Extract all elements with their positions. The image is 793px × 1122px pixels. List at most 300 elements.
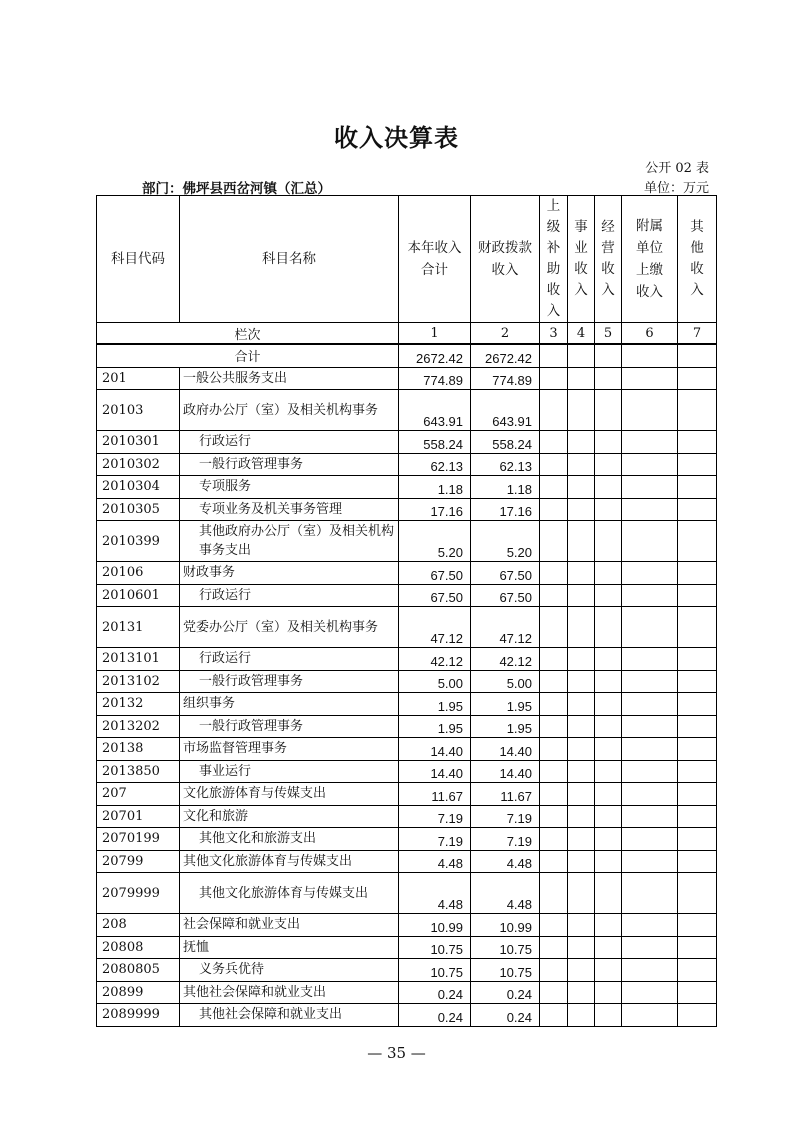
table-row	[97, 607, 717, 648]
header-c7	[678, 196, 717, 323]
row-c3	[540, 914, 568, 937]
table-row	[97, 914, 717, 937]
row-code: 2010399	[97, 521, 180, 562]
row-c3	[540, 453, 568, 476]
row-c5	[595, 715, 622, 738]
row-code: 2013202	[97, 715, 180, 738]
row-c6	[622, 670, 678, 693]
row-c6	[622, 562, 678, 585]
row-c2: 4.48	[471, 873, 540, 914]
row-c4	[568, 498, 595, 521]
row-code: 201	[97, 367, 180, 390]
table-row	[97, 738, 717, 761]
row-c3	[540, 584, 568, 607]
row-c2: 10.75	[471, 959, 540, 982]
row-c5	[595, 936, 622, 959]
row-c6	[622, 367, 678, 390]
row-c6	[622, 805, 678, 828]
row-c7	[678, 738, 717, 761]
row-c7	[678, 670, 717, 693]
row-name: 其他文化和旅游支出	[180, 828, 399, 851]
row-c6	[622, 521, 678, 562]
row-name: 一般行政管理事务	[180, 453, 399, 476]
row-name: 一般行政管理事务	[180, 715, 399, 738]
row-c4	[568, 1004, 595, 1027]
row-code: 2089999	[97, 1004, 180, 1027]
row-c5	[595, 981, 622, 1004]
row-c7	[678, 828, 717, 851]
row-name: 文化旅游体育与传媒支出	[180, 783, 399, 806]
colnum-2: 2	[471, 323, 540, 345]
row-c5	[595, 693, 622, 716]
row-c6	[622, 498, 678, 521]
row-c2: 5.20	[471, 521, 540, 562]
row-c4	[568, 390, 595, 431]
row-c6	[622, 981, 678, 1004]
row-c6	[622, 431, 678, 454]
header-code: 科目代码	[97, 196, 180, 323]
row-c4	[568, 959, 595, 982]
row-c6	[622, 453, 678, 476]
table-row	[97, 648, 717, 671]
row-code: 20132	[97, 693, 180, 716]
row-name: 其他文化旅游体育与传媒支出	[180, 850, 399, 873]
row-c7	[678, 648, 717, 671]
row-c2: 0.24	[471, 981, 540, 1004]
row-c7	[678, 873, 717, 914]
header-c2	[471, 196, 540, 323]
row-c6	[622, 959, 678, 982]
row-c7	[678, 584, 717, 607]
table-row	[97, 873, 717, 914]
row-c3	[540, 562, 568, 585]
row-c1: 67.50	[399, 562, 471, 585]
row-code: 2070199	[97, 828, 180, 851]
row-name: 政府办公厅（室）及相关机构事务	[180, 390, 399, 431]
table-row	[97, 936, 717, 959]
table-row	[97, 850, 717, 873]
header-c2-text: 财政拨款收入	[478, 240, 532, 278]
row-code: 2010301	[97, 431, 180, 454]
header-c6-text: 附属单位上缴收入	[636, 218, 663, 300]
row-c1: 62.13	[399, 453, 471, 476]
colnum-1: 1	[399, 323, 471, 345]
row-c4	[568, 850, 595, 873]
row-c5	[595, 453, 622, 476]
row-c4	[568, 805, 595, 828]
table-row	[97, 476, 717, 499]
row-c1: 0.24	[399, 981, 471, 1004]
row-c6	[622, 914, 678, 937]
row-name: 行政运行	[180, 584, 399, 607]
row-name: 专项业务及机关事务管理	[180, 498, 399, 521]
row-c6	[622, 873, 678, 914]
row-code: 20138	[97, 738, 180, 761]
row-code: 2010305	[97, 498, 180, 521]
row-c6	[622, 1004, 678, 1027]
row-c3	[540, 670, 568, 693]
row-code: 20103	[97, 390, 180, 431]
row-c4	[568, 873, 595, 914]
row-c2: 14.40	[471, 760, 540, 783]
row-name: 行政运行	[180, 431, 399, 454]
row-code: 2079999	[97, 873, 180, 914]
row-c3	[540, 981, 568, 1004]
row-c2: 0.24	[471, 1004, 540, 1027]
page-number: — 35 —	[367, 1044, 426, 1062]
row-c2: 643.91	[471, 390, 540, 431]
table-row	[97, 760, 717, 783]
row-name: 事业运行	[180, 760, 399, 783]
row-c4	[568, 760, 595, 783]
row-c7	[678, 453, 717, 476]
row-c7	[678, 805, 717, 828]
row-c2: 7.19	[471, 805, 540, 828]
row-c5	[595, 738, 622, 761]
row-name: 其他社会保障和就业支出	[180, 981, 399, 1004]
row-name: 一般公共服务支出	[180, 367, 399, 390]
row-c1: 558.24	[399, 431, 471, 454]
row-c1: 10.75	[399, 959, 471, 982]
row-c2: 62.13	[471, 453, 540, 476]
row-c4	[568, 648, 595, 671]
row-c7	[678, 1004, 717, 1027]
row-c3	[540, 367, 568, 390]
row-c6	[622, 760, 678, 783]
department-label: 部门：佛坪县西岔河镇（汇总）	[142, 181, 331, 197]
row-c1: 67.50	[399, 584, 471, 607]
row-name: 组织事务	[180, 693, 399, 716]
row-c1: 10.99	[399, 914, 471, 937]
row-c6	[622, 828, 678, 851]
row-c7	[678, 760, 717, 783]
header-c5-text: 经营收入	[601, 219, 615, 298]
row-c5	[595, 476, 622, 499]
row-c3	[540, 760, 568, 783]
row-c7	[678, 693, 717, 716]
row-c4	[568, 738, 595, 761]
row-c3	[540, 521, 568, 562]
row-c6	[622, 476, 678, 499]
colnum-6: 6	[622, 323, 678, 345]
row-c2: 17.16	[471, 498, 540, 521]
row-name: 义务兵优待	[180, 959, 399, 982]
row-c5	[595, 562, 622, 585]
row-name: 文化和旅游	[180, 805, 399, 828]
row-c4	[568, 521, 595, 562]
row-c1: 5.00	[399, 670, 471, 693]
table-row	[97, 715, 717, 738]
row-c3	[540, 828, 568, 851]
row-c7	[678, 914, 717, 937]
row-code: 2013850	[97, 760, 180, 783]
row-c1: 17.16	[399, 498, 471, 521]
table-row	[97, 584, 717, 607]
row-c2: 67.50	[471, 562, 540, 585]
row-name: 其他政府办公厅（室）及相关机构事务支出	[180, 521, 399, 562]
row-code: 20106	[97, 562, 180, 585]
row-c5	[595, 670, 622, 693]
row-c6	[622, 607, 678, 648]
row-c1: 14.40	[399, 738, 471, 761]
row-c2: 11.67	[471, 783, 540, 806]
unit-label: 单位：万元	[643, 181, 709, 196]
row-code: 208	[97, 914, 180, 937]
row-c1: 42.12	[399, 648, 471, 671]
row-c2: 14.40	[471, 738, 540, 761]
row-c3	[540, 873, 568, 914]
row-c5	[595, 959, 622, 982]
row-c5	[595, 828, 622, 851]
header-name: 科目名称	[180, 196, 399, 323]
row-c3	[540, 693, 568, 716]
row-code: 20701	[97, 805, 180, 828]
row-c1: 1.18	[399, 476, 471, 499]
row-c4	[568, 431, 595, 454]
row-name: 市场监督管理事务	[180, 738, 399, 761]
row-c7	[678, 498, 717, 521]
row-c3	[540, 607, 568, 648]
header-c1-text: 本年收入合计	[407, 240, 462, 278]
row-c7	[678, 431, 717, 454]
header-c6	[622, 196, 678, 323]
row-c4	[568, 914, 595, 937]
row-c3	[540, 738, 568, 761]
row-c6	[622, 648, 678, 671]
table-row	[97, 390, 717, 431]
row-c4	[568, 936, 595, 959]
colnum-3: 3	[540, 323, 568, 345]
row-c2: 5.00	[471, 670, 540, 693]
row-c4	[568, 367, 595, 390]
table-row	[97, 828, 717, 851]
row-c5	[595, 431, 622, 454]
row-c6	[622, 715, 678, 738]
row-c3	[540, 476, 568, 499]
row-name: 党委办公厅（室）及相关机构事务	[180, 607, 399, 648]
row-c5	[595, 760, 622, 783]
colnum-4: 4	[568, 323, 595, 345]
row-c1: 5.20	[399, 521, 471, 562]
row-code: 2013101	[97, 648, 180, 671]
colnum-7: 7	[678, 323, 717, 345]
row-c1: 643.91	[399, 390, 471, 431]
header-c1	[399, 196, 471, 323]
row-code: 20808	[97, 936, 180, 959]
colnum-label: 栏次	[97, 323, 399, 345]
row-c4	[568, 981, 595, 1004]
table-row	[97, 367, 717, 390]
row-c4	[568, 607, 595, 648]
total-c7	[678, 344, 717, 367]
row-c6	[622, 850, 678, 873]
row-c1: 1.95	[399, 693, 471, 716]
page-title: 收入决算表	[334, 123, 459, 152]
row-c4	[568, 562, 595, 585]
row-c7	[678, 562, 717, 585]
total-label: 合计	[97, 344, 399, 367]
row-c7	[678, 959, 717, 982]
row-name: 社会保障和就业支出	[180, 914, 399, 937]
row-c2: 1.95	[471, 693, 540, 716]
total-c1: 2672.42	[399, 344, 471, 367]
row-c1: 11.67	[399, 783, 471, 806]
row-c6	[622, 390, 678, 431]
header-row	[97, 196, 717, 323]
row-name: 行政运行	[180, 648, 399, 671]
row-c2: 42.12	[471, 648, 540, 671]
table-row	[97, 805, 717, 828]
row-c2: 4.48	[471, 850, 540, 873]
row-name: 其他社会保障和就业支出	[180, 1004, 399, 1027]
row-c3	[540, 959, 568, 982]
row-c3	[540, 936, 568, 959]
total-c3	[540, 344, 568, 367]
row-c4	[568, 693, 595, 716]
row-c6	[622, 783, 678, 806]
row-c7	[678, 981, 717, 1004]
table-row	[97, 431, 717, 454]
row-c1: 14.40	[399, 760, 471, 783]
row-c7	[678, 476, 717, 499]
total-row	[97, 344, 717, 367]
row-c4	[568, 715, 595, 738]
header-c7-text: 其他收入	[690, 219, 704, 298]
row-code: 2010601	[97, 584, 180, 607]
total-c6	[622, 344, 678, 367]
row-c7	[678, 850, 717, 873]
column-number-row	[97, 323, 717, 345]
header-c3-text: 上级补助收入	[546, 198, 561, 319]
row-c2: 10.75	[471, 936, 540, 959]
total-c2: 2672.42	[471, 344, 540, 367]
row-code: 2013102	[97, 670, 180, 693]
row-c2: 1.18	[471, 476, 540, 499]
row-c1: 47.12	[399, 607, 471, 648]
row-c3	[540, 390, 568, 431]
row-c5	[595, 873, 622, 914]
row-c5	[595, 521, 622, 562]
row-code: 2010302	[97, 453, 180, 476]
row-c3	[540, 498, 568, 521]
header-c3	[540, 196, 568, 323]
row-c7	[678, 936, 717, 959]
colnum-5: 5	[595, 323, 622, 345]
table-row	[97, 562, 717, 585]
row-c6	[622, 738, 678, 761]
header-c5	[595, 196, 622, 323]
row-code: 20131	[97, 607, 180, 648]
row-c1: 1.95	[399, 715, 471, 738]
row-c4	[568, 476, 595, 499]
row-c7	[678, 521, 717, 562]
table-row	[97, 959, 717, 982]
row-c5	[595, 850, 622, 873]
row-c2: 47.12	[471, 607, 540, 648]
row-c3	[540, 648, 568, 671]
row-c7	[678, 367, 717, 390]
table-row	[97, 981, 717, 1004]
header-c4	[568, 196, 595, 323]
row-c6	[622, 693, 678, 716]
table-row	[97, 453, 717, 476]
row-name: 其他文化旅游体育与传媒支出	[180, 873, 399, 914]
row-c1: 4.48	[399, 850, 471, 873]
form-number: 公开 02 表	[645, 161, 709, 176]
row-c5	[595, 367, 622, 390]
row-c5	[595, 584, 622, 607]
row-c5	[595, 607, 622, 648]
row-c1: 10.75	[399, 936, 471, 959]
row-code: 207	[97, 783, 180, 806]
row-code: 20799	[97, 850, 180, 873]
row-c7	[678, 783, 717, 806]
row-c3	[540, 850, 568, 873]
row-c5	[595, 914, 622, 937]
row-name: 抚恤	[180, 936, 399, 959]
row-name: 专项服务	[180, 476, 399, 499]
row-code: 2080805	[97, 959, 180, 982]
row-c7	[678, 607, 717, 648]
row-c2: 67.50	[471, 584, 540, 607]
table-row	[97, 1004, 717, 1027]
row-c5	[595, 390, 622, 431]
row-c2: 10.99	[471, 914, 540, 937]
row-c3	[540, 805, 568, 828]
table-row	[97, 783, 717, 806]
row-c2: 558.24	[471, 431, 540, 454]
total-c4	[568, 344, 595, 367]
table-row	[97, 670, 717, 693]
row-c4	[568, 783, 595, 806]
row-c1: 774.89	[399, 367, 471, 390]
row-c7	[678, 390, 717, 431]
row-c3	[540, 715, 568, 738]
row-c3	[540, 431, 568, 454]
row-c4	[568, 584, 595, 607]
table-row	[97, 521, 717, 562]
row-code: 2010304	[97, 476, 180, 499]
row-code: 20899	[97, 981, 180, 1004]
row-name: 财政事务	[180, 562, 399, 585]
row-c2: 7.19	[471, 828, 540, 851]
row-c1: 4.48	[399, 873, 471, 914]
table-row	[97, 498, 717, 521]
row-name: 一般行政管理事务	[180, 670, 399, 693]
row-c5	[595, 1004, 622, 1027]
row-c4	[568, 828, 595, 851]
row-c6	[622, 584, 678, 607]
row-c7	[678, 715, 717, 738]
row-c1: 0.24	[399, 1004, 471, 1027]
table-row	[97, 693, 717, 716]
row-c5	[595, 648, 622, 671]
row-c2: 1.95	[471, 715, 540, 738]
income-table	[96, 195, 717, 1027]
row-c3	[540, 783, 568, 806]
row-c6	[622, 936, 678, 959]
row-c5	[595, 805, 622, 828]
row-c5	[595, 783, 622, 806]
row-c4	[568, 670, 595, 693]
row-c2: 774.89	[471, 367, 540, 390]
row-c5	[595, 498, 622, 521]
total-c5	[595, 344, 622, 367]
header-c4-text: 事业收入	[574, 219, 588, 298]
row-c3	[540, 1004, 568, 1027]
row-c1: 7.19	[399, 805, 471, 828]
row-c4	[568, 453, 595, 476]
